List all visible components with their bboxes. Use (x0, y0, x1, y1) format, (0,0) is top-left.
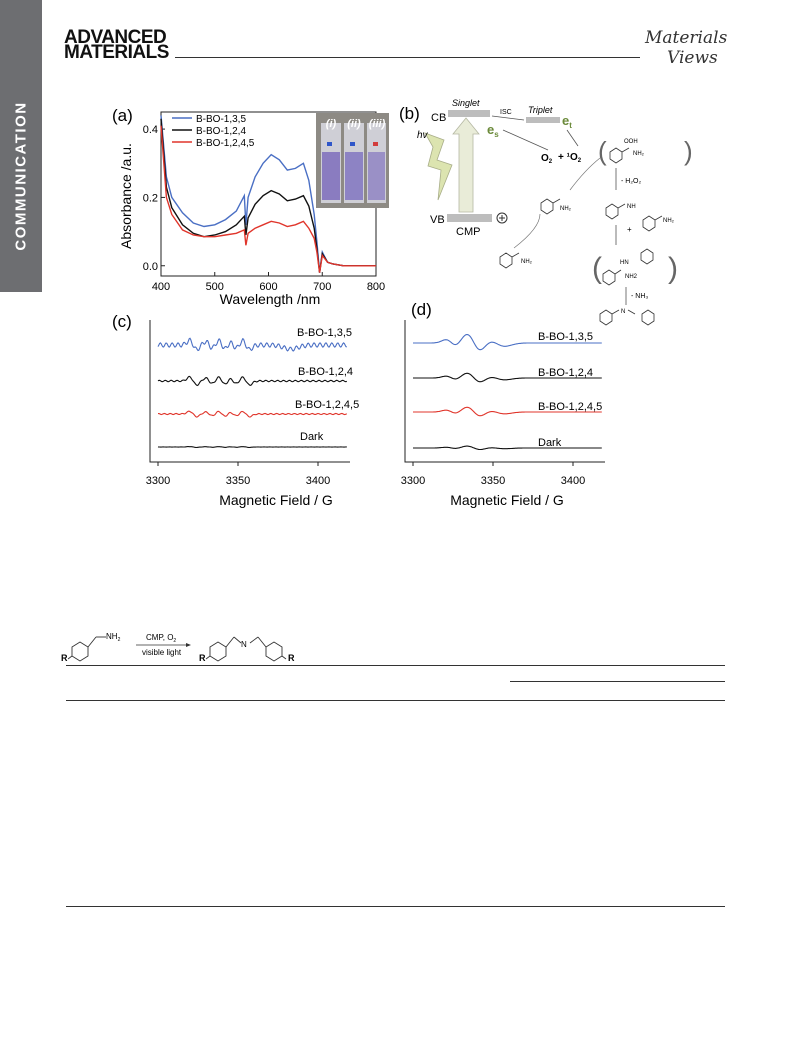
minus-h2o2: - H₂O₂ (621, 178, 642, 185)
oxidation-arrow (514, 214, 540, 248)
cuvette-photo (316, 113, 389, 208)
cuvette-1-liquid (322, 152, 340, 200)
panel-d-label: (d) (411, 300, 432, 319)
hn-label: HN (620, 260, 629, 266)
cuvette-1-marker (327, 142, 332, 146)
product-cn-bond (234, 637, 241, 643)
cuvette-label-2: (ii) (347, 118, 361, 130)
product-left-r-bond (206, 656, 210, 659)
reactant-ch2-bond (88, 637, 96, 647)
product-ring-left (600, 310, 612, 325)
conditions-cmp: CMP, O (146, 633, 174, 642)
a-xtick-label-3: 700 (313, 281, 332, 293)
aminal-bond (615, 270, 621, 274)
reactant-ring (72, 642, 88, 661)
c-series-label-2: B-BO-1,2,4,5 (295, 399, 360, 411)
cuvette-2-marker (350, 142, 355, 146)
isc-label: ISC (500, 109, 512, 116)
et-sub: t (569, 121, 572, 130)
a-ytick-label-1: 0.2 (142, 192, 158, 205)
cuvette-3-marker (373, 142, 378, 146)
panel-a-label: (a) (112, 106, 133, 125)
excitation-arrow (453, 118, 479, 212)
scheme-reactant (68, 637, 106, 661)
d-series-label-1: B-BO-1,2,4 (538, 367, 594, 379)
radical-cation-nh2: NH₂ (560, 206, 571, 212)
cuvette-3-liquid (368, 152, 385, 200)
panel-d (401, 300, 605, 508)
d-series-label-2: B-BO-1,2,4,5 (538, 401, 603, 413)
c-series-label-3: Dark (300, 431, 324, 443)
light-bolt-icon (425, 133, 452, 200)
reactant-nh2 (106, 632, 121, 643)
product-left-ring (210, 642, 226, 661)
bracket-left-2: ( (592, 252, 602, 285)
hv-label: hv (417, 130, 428, 141)
product-r-left: R (199, 653, 206, 663)
triplet-label: Triplet (528, 105, 553, 115)
c-series-3 (158, 447, 347, 448)
publisher-logo-line2: Views (667, 48, 718, 68)
product-n-atom: N (241, 640, 247, 649)
product-bond-2 (628, 310, 635, 314)
cuvette-label-1: (i) (325, 118, 337, 130)
triplet-band (526, 117, 560, 123)
imine-bond (618, 204, 625, 208)
singlet-label: Singlet (452, 98, 480, 108)
reactant-nh2-sub: 2 (117, 637, 121, 643)
journal-logo-line1: ADVANCED (64, 27, 167, 48)
minus-nh3: - NH₃ (631, 293, 649, 300)
panel-d-ticks (401, 462, 585, 487)
table-top-rule (66, 665, 725, 666)
c-xtick-label-0: 3300 (145, 475, 171, 487)
panel-c-label: (c) (112, 312, 132, 331)
journal-logo-line2: MATERIALS (64, 42, 169, 63)
es-sub: s (494, 130, 499, 139)
product-nc-bond (250, 637, 258, 643)
cuvette-2-liquid (345, 152, 363, 200)
figure (0, 0, 793, 520)
panel-c-series (158, 327, 359, 448)
amine-radical-cation (541, 199, 560, 214)
vb-label: VB (430, 214, 445, 226)
cb-band (448, 110, 490, 117)
reaction-arrowhead (186, 643, 191, 647)
hydroperoxide-nh2: NH₂ (633, 151, 644, 157)
second-benzylamine-bond (655, 216, 662, 220)
a-ytick-label-0: 0.0 (142, 260, 158, 273)
aminal-ring-top (641, 249, 653, 264)
table-bottom-rule (66, 906, 725, 907)
imine-product (600, 310, 654, 325)
product-ch2-bond (226, 637, 234, 647)
a-xtick-label-4: 800 (366, 281, 386, 293)
conditions-o2-sub: 2 (173, 638, 177, 644)
product-r-right: R (288, 653, 295, 663)
et-e: e (562, 113, 570, 128)
product-ch-bond (258, 637, 266, 647)
cuvette-label-3: (iii) (368, 118, 386, 130)
reactant-nh: NH (106, 632, 118, 641)
d-series-label-3: Dark (538, 437, 562, 449)
a-legend-label-0: B-BO-1,3,5 (196, 114, 247, 125)
a-xtick-label-0: 400 (151, 281, 171, 293)
product-n: N (621, 309, 626, 315)
aminal-ring-bottom (603, 270, 615, 285)
bracket-right-1: ) (684, 136, 693, 166)
panel-b-label: (b) (399, 104, 420, 123)
panel-a-xlabel: Wavelength /nm (219, 291, 321, 307)
energy-transfer-arrow (567, 130, 578, 146)
a-ytick-label-2: 0.4 (142, 124, 158, 137)
c-series-label-0: B-BO-1,3,5 (297, 327, 353, 339)
superoxide-label: $O_2$ (541, 153, 553, 165)
c-series-2 (158, 411, 347, 417)
plus-sign: + (627, 225, 632, 234)
vb-band (447, 214, 492, 222)
isc-arrow (492, 116, 524, 120)
benzylamine-ring (500, 253, 512, 268)
a-xtick-label-2: 600 (259, 281, 278, 293)
conditions-top (146, 633, 176, 644)
singlet-oxygen-label: + $^1O_2$ (558, 152, 582, 164)
c-series-label-1: B-BO-1,2,4 (298, 366, 354, 378)
panel-d-series (413, 331, 602, 450)
panel-c (112, 312, 359, 508)
benzylamine-molecule (500, 253, 519, 268)
publisher-logo-line1: Materials (645, 28, 728, 48)
panel-a (112, 106, 389, 307)
electron-transfer-arrow (503, 130, 548, 150)
cmp-label: CMP (456, 226, 481, 238)
panel-c-xlabel: Magnetic Field / G (219, 492, 333, 508)
d-xtick-label-0: 3300 (400, 475, 426, 487)
reactant-r: R (61, 653, 68, 663)
reactant-r-bond (68, 656, 72, 659)
hydroperoxide-bond (622, 148, 629, 152)
es-label (487, 122, 499, 139)
section-label-text: COMMUNICATION (12, 101, 30, 251)
c-xtick-label-1: 3350 (225, 475, 251, 487)
radical-cation-ring (541, 199, 553, 214)
benzylamine-bond (512, 253, 519, 257)
second-benzylamine (643, 216, 662, 231)
d-xtick-label-2: 3400 (560, 475, 586, 487)
imine-ring (606, 204, 618, 219)
hydroperoxide-intermediate (610, 148, 629, 163)
conditions-bottom: visible light (142, 648, 182, 657)
panel-a-ylabel: Absorbance /a.u. (118, 143, 134, 249)
table-header-rule (66, 700, 725, 701)
second-nh2: NH₂ (663, 218, 674, 224)
a-legend-label-1: B-BO-1,2,4 (196, 126, 247, 137)
product-right-ring (266, 642, 282, 661)
bracket-right-2: ) (668, 252, 678, 285)
nh-label: NH (627, 204, 636, 210)
c-series-0 (158, 338, 347, 351)
panel-c-ticks (146, 462, 330, 487)
product-bond-1 (612, 310, 619, 314)
product-right-r-bond (282, 656, 286, 659)
radical-cation-bond (553, 199, 560, 203)
superoxide-o: O (541, 153, 549, 164)
reaction-scheme (0, 625, 793, 665)
c-xtick-label-2: 3400 (305, 475, 331, 487)
bracket-left-1: ( (598, 136, 607, 166)
hydroperoxide-ring (610, 148, 622, 163)
panel-a-legend (172, 114, 255, 149)
a-legend-label-2: B-BO-1,2,4,5 (196, 138, 255, 149)
second-benzylamine-ring (643, 216, 655, 231)
d-series-label-0: B-BO-1,3,5 (538, 331, 594, 343)
et-label (562, 113, 572, 130)
panel-b (399, 98, 693, 325)
imine-intermediate (606, 204, 625, 219)
ooh-label: OOH (624, 139, 638, 145)
d-xtick-label-1: 3350 (480, 475, 506, 487)
d-series-3 (413, 446, 602, 449)
panel-d-xlabel: Magnetic Field / G (450, 492, 564, 508)
product-ring-right (642, 310, 654, 325)
es-e: e (487, 122, 495, 137)
aminal-nh2: NH2 (625, 274, 638, 280)
singlet-oxygen-text: + ¹O (558, 152, 578, 163)
table-subheader-rule (510, 681, 725, 682)
cb-label: CB (431, 112, 447, 124)
a-xtick-label-1: 500 (205, 281, 224, 293)
benzylamine-nh2: NH₂ (521, 259, 532, 265)
